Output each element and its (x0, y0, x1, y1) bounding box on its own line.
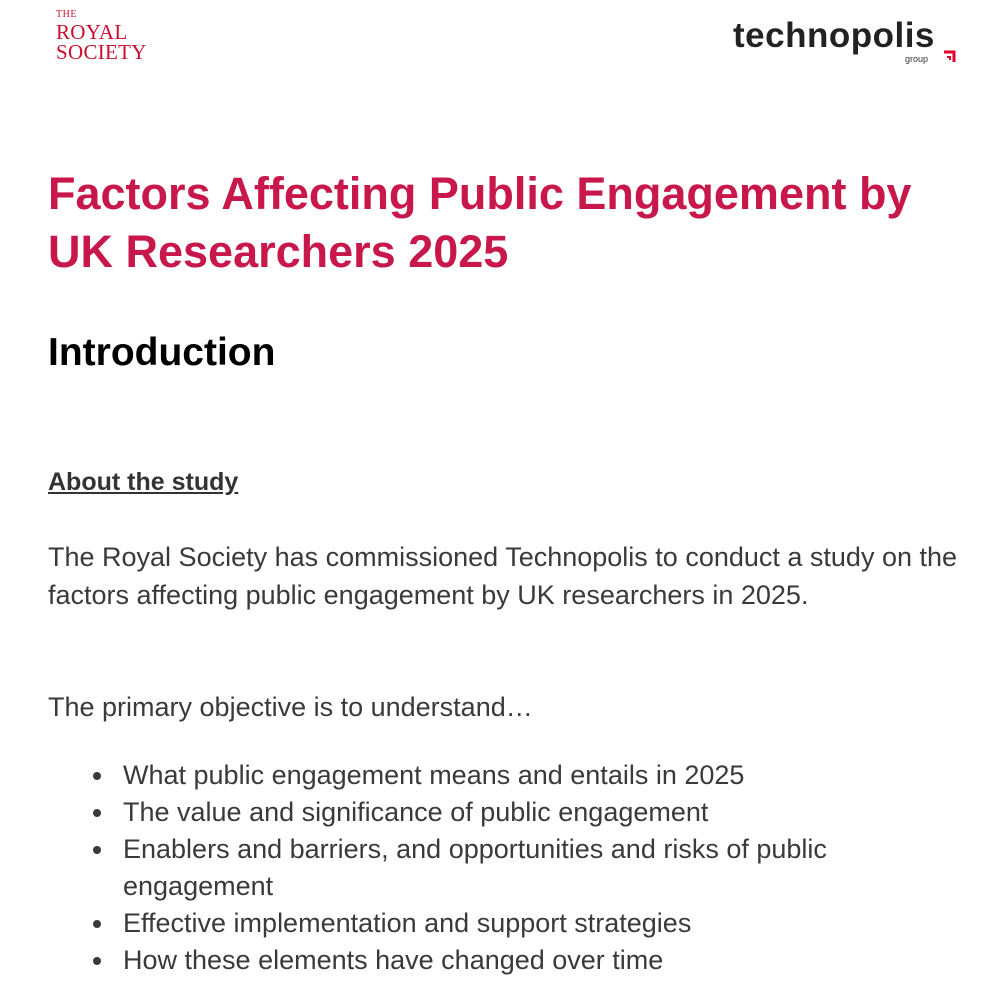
royal-society-logo (56, 10, 147, 62)
list-item (0, 942, 913, 979)
technopolis-logo (733, 18, 958, 68)
list-item (0, 757, 913, 794)
logo-royal-text: ROYAL (56, 20, 128, 44)
study-description-paragraph: The Royal Society has commissioned Technopolis to conduct a study on the factors affecting public engagement by UK researchers in 2025. (48, 542, 958, 610)
bullet-icon (93, 809, 101, 817)
page-title: Factors Affecting Public Engagement by UK Researchers 2025 (48, 168, 912, 277)
bullet-icon (93, 957, 101, 965)
objective-text: The value and significance of public engagement (123, 797, 709, 827)
subheading-about-study: About the study (48, 468, 239, 496)
objective-text: Enablers and barriers, and opportunities and risks of public engagement (123, 834, 827, 901)
technopolis-wordmark: technopolis (733, 16, 935, 55)
objective-text: What public engagement means and entails in 2025 (123, 760, 745, 790)
objective-intro-paragraph: The primary objective is to understand… (48, 692, 533, 722)
objective-text: Effective implementation and support strategies (123, 908, 692, 938)
bullet-icon (93, 920, 101, 928)
list-item (0, 794, 913, 831)
bullet-icon (93, 846, 101, 854)
list-item (0, 831, 913, 905)
section-heading-introduction: Introduction (48, 331, 276, 374)
logo-society-text: SOCIETY (56, 40, 147, 64)
bullet-icon (93, 772, 101, 780)
objective-text: How these elements have changed over time (123, 945, 664, 975)
objectives-list (0, 757, 1000, 979)
list-item (0, 905, 913, 942)
technopolis-group-text: group (904, 54, 928, 64)
corner-arrow-icon (942, 48, 958, 64)
logo-the-text: THE (56, 9, 77, 20)
